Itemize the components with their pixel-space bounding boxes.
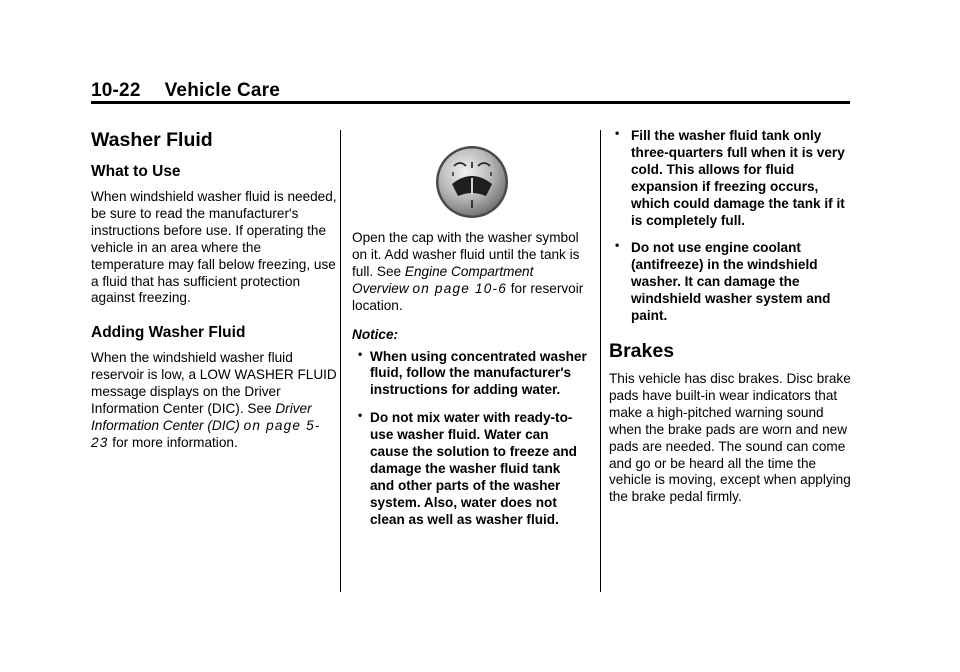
bullet-icon: • [358,408,363,423]
bullet-icon: • [358,346,363,361]
list-item: • Do not use engine coolant (antifreeze) in the windshield washer. It can damage the windshield washer system and paint. [615,238,831,324]
open-cap-text: Open the cap with the washer symbol on it. Add washer fluid until the tank is full. See Engine Compartment Overview on page 10-6 for reservoir location. [352,230,584,313]
column-3 [609,128,854,517]
brakes-text: This vehicle has disc brakes. Disc brake pads have built-in wear indicators that make a high-pitched warning sound when the brake pads are worn and new pads are needed. The sound can come and go or be heard all the time the vehicle is moving, except when applying the brake pedal firmly. [609,370,851,505]
column-1 [91,128,337,463]
section-title: Vehicle Care [164,80,281,101]
column-divider-1 [340,130,341,592]
list-item: • When using concentrated washer fluid, follow the manufacturer's instructions for adding water. [358,346,587,398]
what-to-use-text: When windshield washer fluid is needed, be sure to read the manufacturer's instructions before use. If operating the vehicle in an area where the temperature may fall below freezing, use a fluid that has sufficient protection against freezing. [91,189,337,306]
adding-washer-fluid-text: When the windshield washer fluid reservoir is low, a LOW WASHER FLUID message displays on the Driver Information Center (DIC). See Driver Information Center (DIC) on page 5-23 for more information. [91,350,337,450]
page-number: 10-22 [91,80,141,101]
symbol-container [352,144,587,220]
engine-compartment-reference-link[interactable]: Engine Compartment Overview [352,263,534,296]
bullet-icon: • [615,126,620,140]
list-item: • Fill the washer fluid tank only three-quarters full when it is very cold. This allows for fluid expansion if freezing occurs, which could damage the tank if it is completely full. [615,126,845,228]
notice-bullet-list [352,346,587,529]
what-to-use-heading: What to Use [91,163,181,180]
list-item: • Do not mix water with ready-to-use washer fluid. Water can cause the solution to freeze and damage the washer fluid tank and other parts of the washer system. Also, water does not clean as well as washer fluid. [358,408,577,527]
brakes-title: Brakes [609,339,675,362]
notice-label: Notice: [352,326,399,342]
dic-page-reference[interactable]: on page 5-23 [91,417,321,450]
page-header [91,80,280,102]
dic-reference-link[interactable]: Driver Information Center (DIC) [91,401,312,433]
washer-fluid-cap-icon [434,144,510,220]
engine-compartment-page-reference[interactable]: on page 10-6 [412,280,507,296]
header-rule [91,101,850,104]
bullet-icon: • [615,238,620,253]
column-divider-2 [600,130,601,592]
washer-fluid-title: Washer Fluid [91,129,213,151]
adding-washer-fluid-heading: Adding Washer Fluid [91,324,246,342]
caution-bullet-list [609,128,854,325]
column-2 [352,128,587,540]
